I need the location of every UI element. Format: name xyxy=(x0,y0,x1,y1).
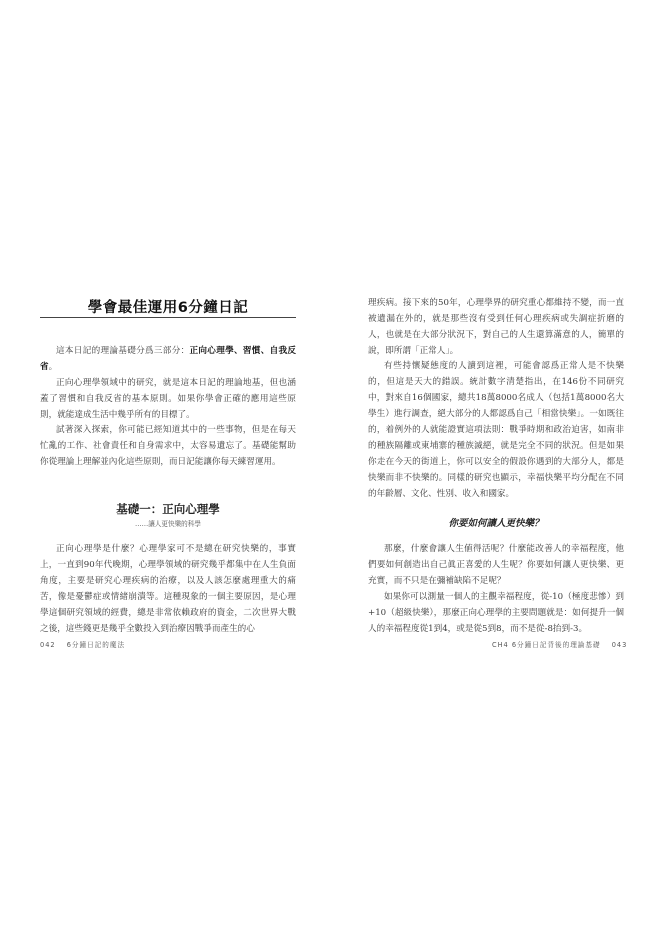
paragraph-intro xyxy=(40,343,296,375)
page-number: 042 xyxy=(40,641,56,649)
intro-prefix: 這本日記的理論基礎分爲三部分： xyxy=(56,346,190,356)
intro-suffix: 。 xyxy=(48,362,58,372)
running-head: 6分鐘日記的魔法 xyxy=(66,641,126,649)
paragraph-explore: 試著深入探索，你可能已經知道其中的一些事物，但是在每天忙亂的工作、社會責任和自身需求中，太容易遺忘了。基礎能幫助你從理論上理解並內化這些原則，而日記能讓你每天練習運用。 xyxy=(40,425,296,467)
paragraph-foundation: 正向心理學領域中的研究，就是這本日記的理論地基，但也涵蓋了習慣和自我反省的基本原則。如果你學會正確的應用這些原則，就能達成生活中幾乎所有的目標了。 xyxy=(40,378,296,420)
running-head: CH4 6分鐘日記背後的理論基礎 xyxy=(492,641,601,649)
paragraph-continued: 理疾病。接下來的50年，心理學界的研究重心都維持不變，而一直被遺漏在外的，就是那些沒有受到任何心理疾病或失調症折磨的人，也就是在大部分狀況下，對自己的人生還算滿意的人，簡單的說，即所謂「正常人」。 xyxy=(368,298,624,356)
paragraph-skeptics: 有些持懷疑態度的人讀到這裡，可能會認爲正常人是不快樂的，但這是天大的錯誤。統計數字清楚指出，在146份不同研究中，對來自16個國家，總共18萬8000名成人（包括1萬8000名大學生）進行調查，絕大部分的人都認爲自己「相當快樂」。一如既往的，着例外的人就能證實這項法則：戰爭時期和政治迫害，如南非的種族隔離或東埔寨的種族滅絕，就是完全不同的狀況。但是如果你走在今天的街道上，你可以安全的假設你遇到的大部分人，都是快樂而非不快樂的。同樣的研究也顯示，幸福快樂平均分配在不同的年齡層、文化、性別、收入和國家。 xyxy=(368,361,624,499)
intro-bold: 正向心理學、習慣、自我反省 xyxy=(40,346,296,372)
right-folio xyxy=(492,639,627,649)
section-heading: 基礎一：正向心理學 xyxy=(116,502,220,516)
page-number: 043 xyxy=(611,641,628,649)
chapter-title: 學會最佳運用6分鐘日記 xyxy=(87,300,249,316)
paragraph-what-is: 正向心理學是什麼？心理學家可不是總在研究快樂的，事實上，一直到90年代晚期，心理學領域的研究幾乎都集中在人生負面角度，主要是研究心理疾病的治療，以及人該怎麼處理重大的痛苦，像是憂鬱症或情緒崩潰等。這種現象的一個主要原因，是心理學這個研究領域的經費，總是非常依賴政府的資金，二次世界大戰之後，這些錢更是幾乎全數投入到治療因戰爭而產生的心 xyxy=(40,544,296,634)
left-folio xyxy=(40,639,125,649)
section-subtitle: ……讓人更快樂的科學 xyxy=(135,520,201,528)
paragraph-worth-living: 那麼，什麼會讓人生値得活呢？什麼能改善人的幸福程度，他們要如何創造出自己眞正喜愛的人生呢？你要如何讓人更快樂、更充實，而不只是在彌補缺陷不足呢？ xyxy=(368,544,624,586)
paragraph-measure: 如果你可以測量一個人的主觀幸福程度，從-10（極度悲慘）到+10（超級快樂），那麼正向心理學的主要問題就是：如何提升一個人的幸福程度從1到4，或是從5到8，而不是從-8抬到-3。 xyxy=(368,592,624,634)
title-rule xyxy=(40,317,296,318)
question-heading: 你要如何讓人更快樂？ xyxy=(448,518,544,529)
